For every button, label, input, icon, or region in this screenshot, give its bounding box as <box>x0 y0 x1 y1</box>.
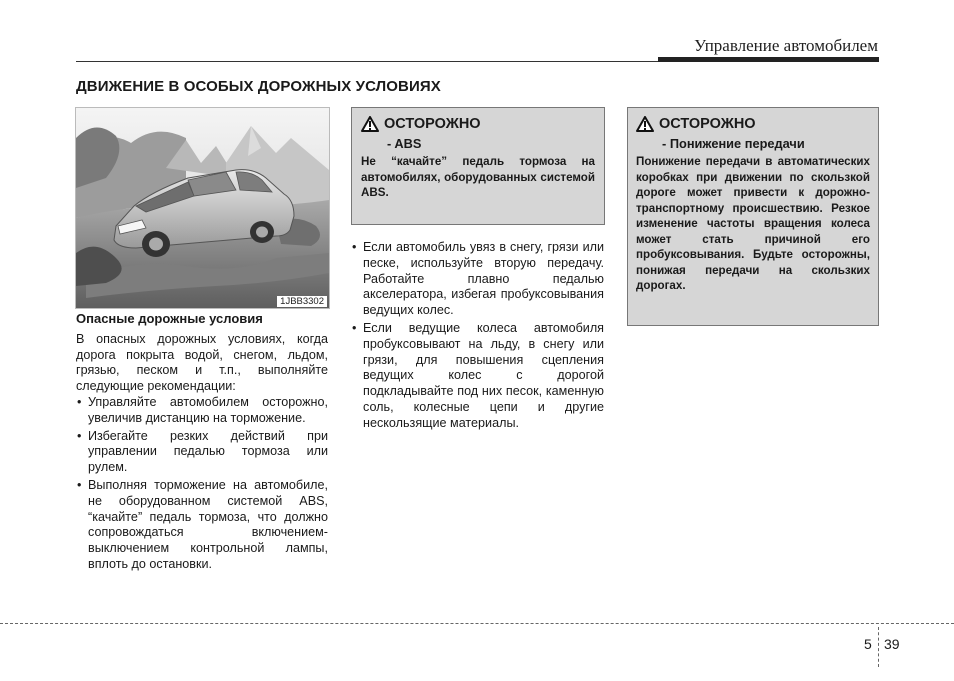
warning-subtitle: - ABS <box>387 136 422 151</box>
footer-divider <box>878 627 879 667</box>
chapter-number: 5 <box>864 636 872 652</box>
intro-paragraph: В опасных дорожных условиях, когда дорога покрыта водой, снегом, льдом, грязью, песком и т.п., выполняйте следующие рекомендации: <box>76 331 328 394</box>
list-item: • Управляйте автомобилем осторожно, увеличив дистанцию на торможение. <box>76 395 328 427</box>
middle-bullet-list <box>351 240 604 432</box>
subheading: Опасные дорожные условия <box>76 311 263 326</box>
warning-box-downshift <box>627 107 879 326</box>
warning-text: Не “качайте” педаль тормоза на автомобилях, оборудованных системой ABS. <box>361 155 595 199</box>
header-accent-bar <box>658 57 879 62</box>
warning-heading <box>636 116 870 132</box>
footer-rule <box>0 623 954 624</box>
page-number: 39 <box>884 636 900 652</box>
middle-column <box>351 240 604 434</box>
car-illustration <box>75 107 330 309</box>
left-bullet-list <box>76 395 328 573</box>
warning-triangle-icon <box>636 116 654 132</box>
list-item: • Если ведущие колеса автомобиля пробуксовывают на льду, в снегу или грязи, для повышения сцепления ведущих колес с дорогой подкладывайте под них песок, каменную соль, колесные цепи и другие нескользящие материалы. <box>351 321 604 432</box>
running-header-title: Управление автомобилем <box>694 36 878 55</box>
list-item: • Если автомобиль увяз в снегу, грязи или песке, используйте вторую передачу. Работайте плавно педалью акселератора, избегая пробуксовывания ведущих колес. <box>351 240 604 319</box>
list-item: • Выполняя торможение на автомобиле, не оборудованном системой ABS, “качайте” педаль тормоза, что должно сопровождаться включением-выключением контрольной лампы, вплоть до остановки. <box>76 478 328 573</box>
warning-subtitle: - Понижение передачи <box>662 136 805 151</box>
warning-text: Понижение передачи в автоматических коробках при движении по скользкой дороге может привести к дорожно-транспортному происшествию. Резкое изменение частоты вращения колеса может стать причиной его пробуксовывания. Будьте осторожны, понижая передачи на скользких дорогах. <box>636 155 870 292</box>
illustration-code: 1JBB3302 <box>277 296 327 307</box>
left-column <box>76 311 328 575</box>
car-on-hazardous-road-illustration <box>76 108 329 308</box>
warning-title: ОСТОРОЖНО <box>384 116 481 132</box>
warning-box-abs <box>351 107 605 225</box>
section-title: ДВИЖЕНИЕ В ОСОБЫХ ДОРОЖНЫХ УСЛОВИЯХ <box>76 78 441 95</box>
warning-title: ОСТОРОЖНО <box>659 116 756 132</box>
warning-heading <box>361 116 595 132</box>
warning-triangle-icon <box>361 116 379 132</box>
list-item: • Избегайте резких действий при управлении педалью тормоза или рулем. <box>76 429 328 476</box>
